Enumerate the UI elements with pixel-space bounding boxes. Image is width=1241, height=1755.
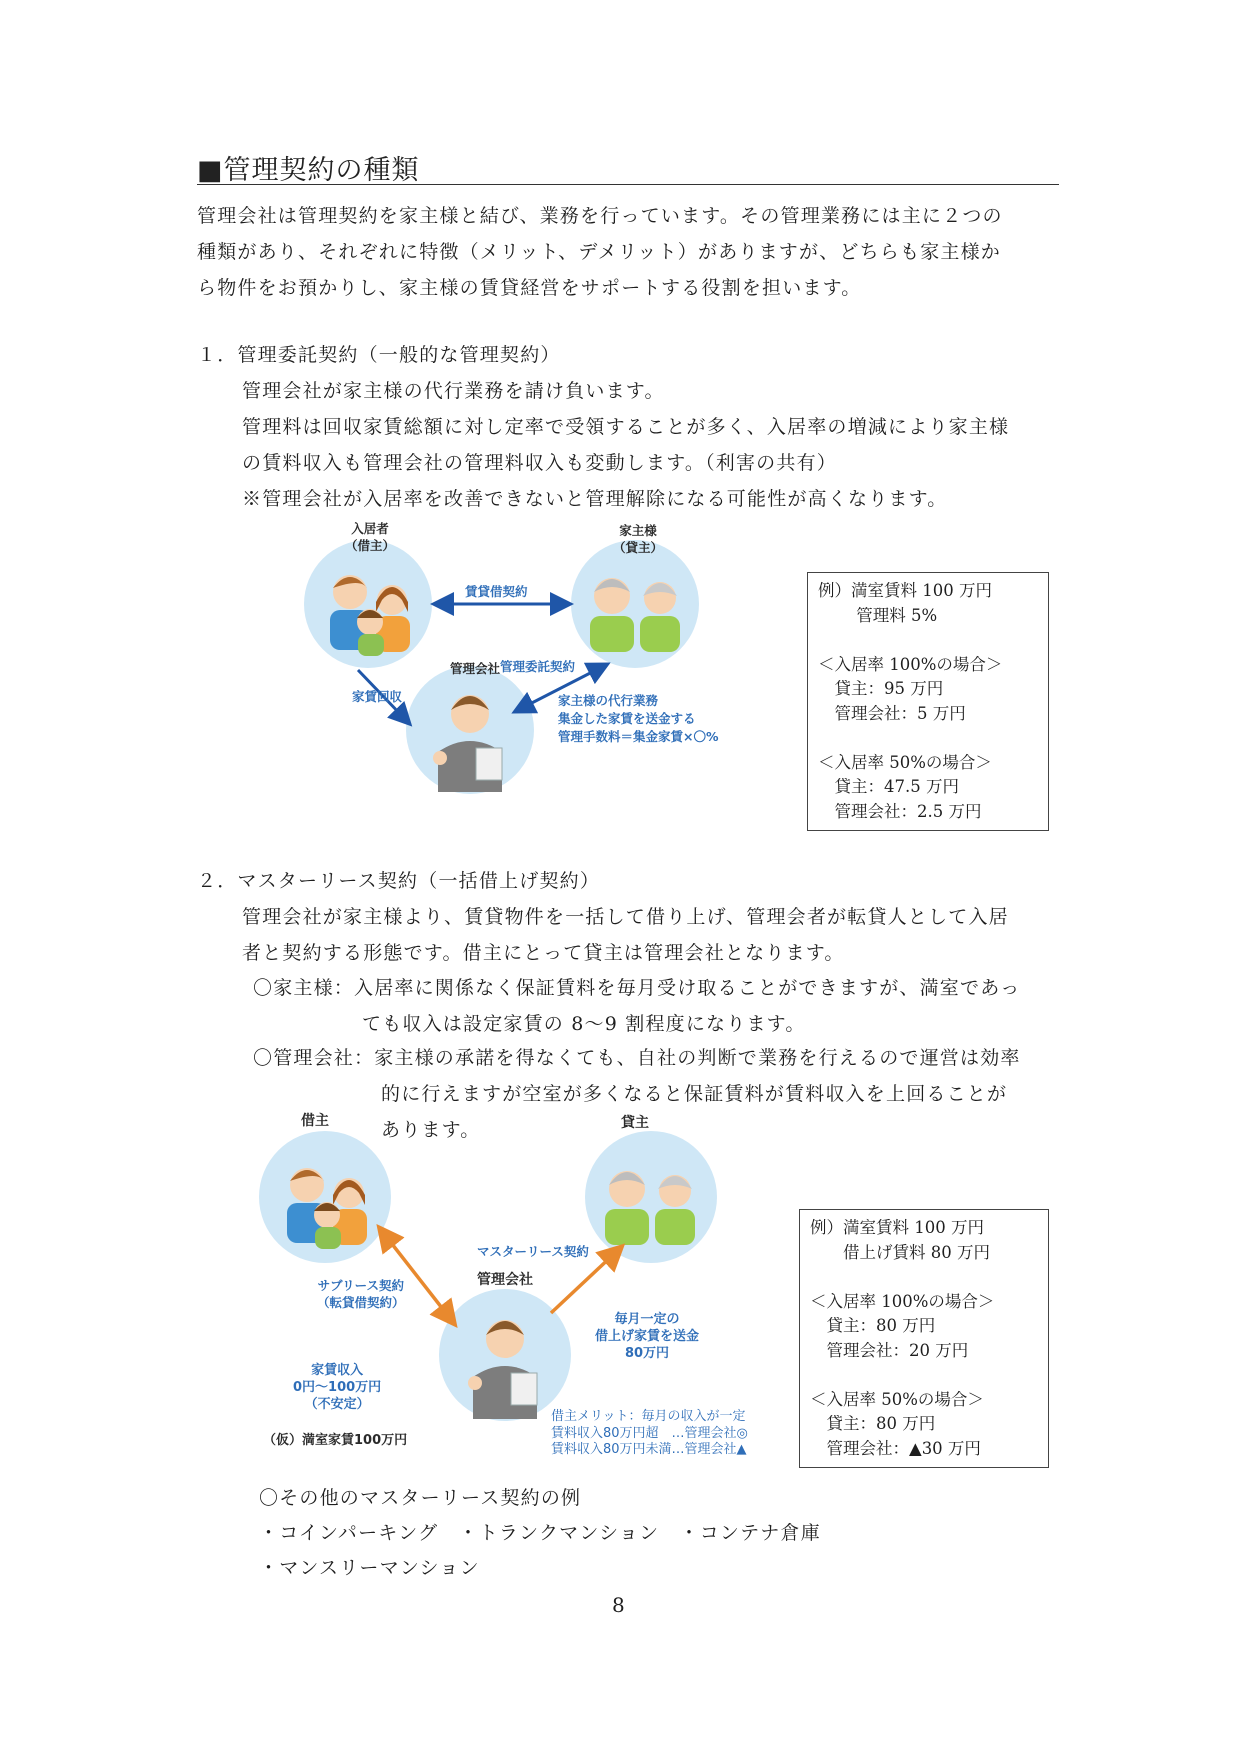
- section2-title: ２．マスターリース契約（一括借上げ契約）: [197, 870, 601, 892]
- others-line: ・コインパーキング ・トランクマンション ・コンテナ倉庫: [259, 1522, 821, 1544]
- sublease-label: サブリース契約 （転貸借契約）: [317, 1278, 405, 1310]
- intro-paragraph: [197, 198, 1003, 306]
- section1-title: １．管理委託契約（一般的な管理契約）: [197, 344, 561, 366]
- owner-label: 貸主: [621, 1115, 649, 1131]
- masterlease-arrow: [551, 1253, 615, 1313]
- section2-line: 管理会社が家主様より、賃貸物件を一括して借り上げ、管理会者が転貸人として入居: [242, 906, 1009, 928]
- example-box-2: 例）満室賃料 100 万円 借上げ賃料 80 万円 ＜入居率 100%の場合＞ 貸主：80 万円 管理会社：20 万円 ＜入居率 50%の場合＞ 貸主：80 万円 管理会社：▲30 万円: [799, 1209, 1049, 1468]
- consignment-diagram: [300, 521, 780, 830]
- owner-circle: [571, 540, 699, 668]
- section2-body: [242, 899, 1009, 971]
- section1-line: 管理会社が家主様の代行業務を請け負います。: [242, 380, 665, 402]
- page-number: 8: [612, 1593, 625, 1617]
- title-rule: [197, 184, 1059, 185]
- assumption-label: （仮）満室家賃100万円: [263, 1433, 408, 1448]
- consignment-diagram-graphic: [300, 530, 780, 830]
- others-title: 〇その他のマスターリース契約の例: [259, 1487, 582, 1509]
- section1-line: の賃料収入も管理会社の管理料収入も変動します。（利害の共有）: [242, 452, 837, 474]
- example-box-1: 例）満室賃料 100 万円 管理料 5% ＜入居率 100%の場合＞ 貸主：95 万円 管理会社：5 万円 ＜入居率 50%の場合＞ 貸主：47.5 万円 管理会社：2.5 万円: [807, 572, 1049, 831]
- others-line: ・マンスリーマンション: [259, 1557, 480, 1579]
- owner-circle: [585, 1131, 717, 1263]
- page-title: ■管理契約の種類: [197, 155, 420, 186]
- tenant-label: 借主: [301, 1113, 329, 1129]
- company-note-line: あります。: [381, 1119, 481, 1141]
- company-note-line: 〇管理会社：家主様の承諾を得なくても、自社の判断で業務を行えるので運営は効率: [253, 1047, 1021, 1069]
- intro-line: ら物件をお預かりし、家主様の賃貸経営をサポートする役割を担います。: [197, 277, 862, 299]
- lease-contract-label: 賃貸借契約: [465, 584, 528, 599]
- section1-line: ※管理会社が入居率を改善できないと管理解除になる可能性が高くなります。: [242, 488, 948, 510]
- owner-label: 家主様 （貸主）: [612, 523, 663, 555]
- intro-line: 管理会社は管理契約を家主様と結び、業務を行っています。その管理業務には主に２つの: [197, 205, 1003, 227]
- section1-body: [242, 373, 1009, 517]
- rent-income-label: 家賃収入 0円～100万円 （不安定）: [293, 1363, 382, 1412]
- masterlease-diagram: [255, 1113, 795, 1465]
- masterlease-label: マスターリース契約: [477, 1244, 589, 1259]
- consign-contract-label: 管理委託契約: [500, 659, 576, 674]
- company-label: 管理会社: [477, 1272, 533, 1288]
- merit-label: 借主メリット：毎月の収入が一定 賃料収入80万円超 …管理会社◎ 賃料収入80万円未満…管理会社▲: [551, 1409, 748, 1457]
- duties-label: 家主様の代行業務 集金した家賃を送金する 管理手数料＝集金家賃×〇%: [558, 693, 719, 744]
- fixed-payment-label: 毎月一定の 借上げ家賃を送金 80万円: [595, 1312, 700, 1361]
- owner-note-line: 〇家主様：入居率に関係なく保証賃料を毎月受け取ることができますが、満室であっ: [253, 977, 1021, 999]
- owner-note: [253, 970, 1020, 1042]
- company-note-line: 的に行えますが空室が多くなると保証賃料が賃料収入を上回ることが: [381, 1083, 1008, 1105]
- company-label: 管理会社: [449, 661, 500, 676]
- tenant-label: 入居者 （借主）: [344, 521, 395, 553]
- section1-line: 管理料は回収家賃総額に対し定率で受領することが多く、入居率の増減により家主様: [242, 416, 1010, 438]
- owner-note-line: ても収入は設定家賃の 8〜9 割程度になります。: [362, 1013, 806, 1035]
- intro-line: 種類があり、それぞれに特徴（メリット、デメリット）がありますが、どちらも家主様か: [197, 241, 1002, 263]
- section2-line: 者と契約する形態です。借主にとって貸主は管理会社となります。: [242, 942, 845, 964]
- rent-collect-label: 家賃回収: [352, 689, 403, 704]
